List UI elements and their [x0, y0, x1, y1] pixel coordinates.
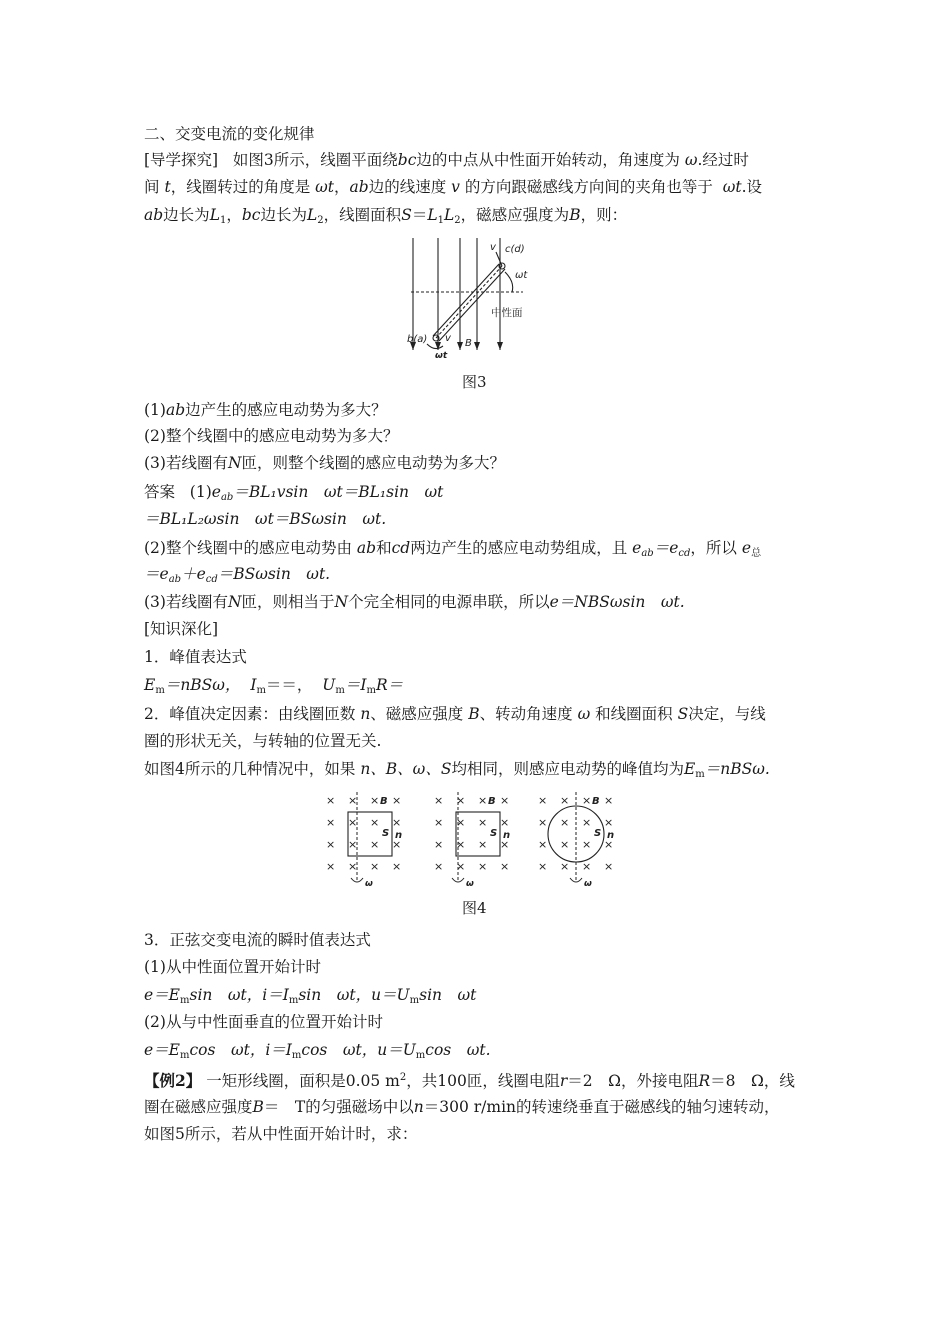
label-n: n	[395, 830, 403, 841]
example-line-3: 如图5所示，若从中性面开始计时，求：	[144, 1125, 418, 1143]
guide-line-2: 间 t，线圈转过的角度是 ωt，ab边的线速度 v 的方向跟磁感线方向间的夹角也等于 ωt.设	[144, 178, 763, 196]
deepen-item-2-line-2: 圈的形状无关，与转轴的位置无关.	[144, 732, 382, 750]
field-cross: ×	[478, 816, 488, 829]
deepen-item-1: 1．峰值表达式	[144, 648, 247, 666]
example-line-1: 【例2】 一矩形线圈，面积是0.05 $m^2$，共100匝，线圈电阻r＝2 Ω，外接电阻R＝8 Ω，线	[144, 1071, 795, 1090]
figure-4-diagram	[322, 790, 622, 890]
question-2: (2)整个线圈中的感应电动势为多大？	[144, 427, 399, 445]
field-cross: ×	[582, 838, 592, 851]
field-cross: ×	[434, 860, 444, 873]
field-cross: ×	[392, 860, 402, 873]
label-S: S	[490, 828, 498, 839]
field-cross: ×	[392, 838, 402, 851]
label-neutral-plane: 中性面	[491, 307, 523, 319]
answer-line-1: 答案 $(1)e_{ab}=BL_1vsin$ ωt＝BL₁sin ωt	[144, 483, 444, 503]
field-cross: ×	[348, 794, 358, 807]
field-cross: ×	[456, 838, 466, 851]
deepen-item-3: 3．正弦交变电流的瞬时值表达式	[144, 931, 371, 949]
field-cross: ×	[500, 816, 510, 829]
answer-label: 答案	[144, 483, 176, 501]
section-heading: 二、交变电流的变化规律	[144, 125, 315, 143]
field-cross: ×	[560, 860, 570, 873]
field-cross: ×	[478, 794, 488, 807]
field-cross: ×	[582, 794, 592, 807]
field-cross: ×	[326, 816, 336, 829]
field-cross: ×	[370, 860, 380, 873]
field-cross: ×	[326, 860, 336, 873]
field-cross: ×	[370, 816, 380, 829]
field-cross: ×	[604, 860, 614, 873]
answer-line-4: $=e_{ab}+e_{cd}=BS\omega\sin$ ωt.	[144, 565, 331, 585]
label-B: B	[592, 796, 600, 807]
coil-edge	[439, 269, 505, 341]
deepen-item-2-line-1: 2．峰值决定因素：由线圈匝数 n、磁感应强度 B、转动角速度 ω 和线圈面积 S决定，与线	[144, 705, 766, 723]
sin-expression: $e=E_m\sin$ ωt，$i=I_m\sin$ ωt，$u=U_m\sin$ ωt	[144, 986, 477, 1006]
field-cross: ×	[434, 794, 444, 807]
field-cross: ×	[538, 794, 548, 807]
answer-line-5: (3)若线圈有N匝，则相当于N个完全相同的电源串联，所以e＝NBSωsin ωt.	[144, 593, 685, 611]
example-label: 【例2】	[144, 1071, 202, 1090]
label-omega: ω	[584, 879, 592, 889]
field-cross: ×	[560, 794, 570, 807]
field-cross: ×	[392, 794, 402, 807]
field-cross: ×	[538, 838, 548, 851]
figure-4-intro: 如图4所示的几种情况中，如果 n、B、ω、S均相同，则感应电动势的峰值均为$E_m=nBS\omega$.	[144, 760, 770, 780]
field-cross: ×	[456, 816, 466, 829]
field-cross: ×	[434, 816, 444, 829]
label-B: B	[465, 338, 472, 349]
rotation-arc-bottom	[427, 344, 443, 349]
field-cross: ×	[434, 838, 444, 851]
label-B: B	[380, 796, 388, 807]
label-n: n	[607, 830, 615, 841]
field-arrow	[457, 342, 463, 350]
label-B: B	[488, 796, 496, 807]
field-cross: ×	[370, 838, 380, 851]
figure-4-caption: 图4	[462, 899, 487, 917]
label-wt-bottom: ωt	[435, 351, 448, 361]
example-line-2: 圈在磁感应强度B＝ T的匀强磁场中以n＝300 r/min的转速绕垂直于磁感线的轴匀速转动，	[144, 1098, 780, 1116]
rotation-arc-top	[505, 272, 513, 292]
field-cross: ×	[326, 794, 336, 807]
figure-3-caption: 图3	[462, 373, 487, 391]
deepen-item-3-1: (1)从中性面位置开始计时	[144, 958, 321, 976]
guide-label: [导学探究]	[144, 151, 219, 169]
label-cd: c(d)	[505, 244, 525, 255]
label-v-top: v	[490, 242, 496, 253]
field-cross: ×	[348, 838, 358, 851]
field-cross: ×	[478, 860, 488, 873]
field-cross: ×	[500, 838, 510, 851]
label-omega: ω	[466, 879, 474, 889]
label-S: S	[594, 828, 602, 839]
guide-line-1: [导学探究] 如图3所示，线圈平面绕bc边的中点从中性面开始转动，角速度为 ω.经过时	[144, 151, 749, 169]
label-ba: b(a)	[407, 334, 428, 345]
field-cross: ×	[560, 816, 570, 829]
field-cross: ×	[604, 816, 614, 829]
field-cross: ×	[604, 838, 614, 851]
field-cross: ×	[326, 838, 336, 851]
field-cross: ×	[538, 860, 548, 873]
field-arrow	[497, 342, 503, 350]
label-wt-top: ωt	[515, 270, 528, 281]
deepen-label: [知识深化]	[144, 620, 219, 638]
figure-3-diagram	[405, 238, 555, 363]
label-S: S	[382, 828, 390, 839]
cos-expression: $e=E_m\cos$ ωt，$i=I_m\cos$ ωt，$u=U_m\cos$ ωt.	[144, 1041, 491, 1061]
label-omega: ω	[365, 879, 373, 889]
field-cross: ×	[538, 816, 548, 829]
field-cross: ×	[456, 794, 466, 807]
field-arrow	[474, 342, 480, 350]
field-cross: ×	[478, 838, 488, 851]
question-1: (1)ab边产生的感应电动势为多大？	[144, 401, 387, 419]
coil-axis	[436, 266, 502, 338]
answer-line-2: ＝BL₁L₂ωsin ωt＝BSωsin ωt.	[144, 510, 387, 528]
peak-expression: $E_m=nBS\omega$， $I_m==$， $U_m=I_mR=$	[144, 676, 404, 696]
field-cross: ×	[604, 794, 614, 807]
field-cross: ×	[456, 860, 466, 873]
label-v-bottom: v	[445, 333, 451, 344]
field-cross: ×	[392, 816, 402, 829]
deepen-item-3-2: (2)从与中性面垂直的位置开始计时	[144, 1013, 383, 1031]
answer-line-3: (2)整个线圈中的感应电动势由 ab和cd两边产生的感应电动势组成，且 $e_{ab}=e_{cd}$，所以 $e_总$	[144, 539, 762, 559]
field-cross: ×	[348, 816, 358, 829]
field-cross: ×	[582, 816, 592, 829]
field-cross: ×	[560, 838, 570, 851]
field-cross: ×	[582, 860, 592, 873]
field-cross: ×	[500, 794, 510, 807]
velocity-arrow-top	[496, 252, 502, 266]
coil-edge	[433, 264, 499, 336]
field-cross: ×	[500, 860, 510, 873]
label-n: n	[503, 830, 511, 841]
guide-line-3: ab边长为$L_1$，bc边长为$L_2$，线圈面积$S=L_1L_2$，磁感应强度为B，则：	[144, 206, 628, 226]
field-cross: ×	[348, 860, 358, 873]
question-3: (3)若线圈有N匝，则整个线圈的感应电动势为多大？	[144, 454, 506, 472]
field-cross: ×	[370, 794, 380, 807]
